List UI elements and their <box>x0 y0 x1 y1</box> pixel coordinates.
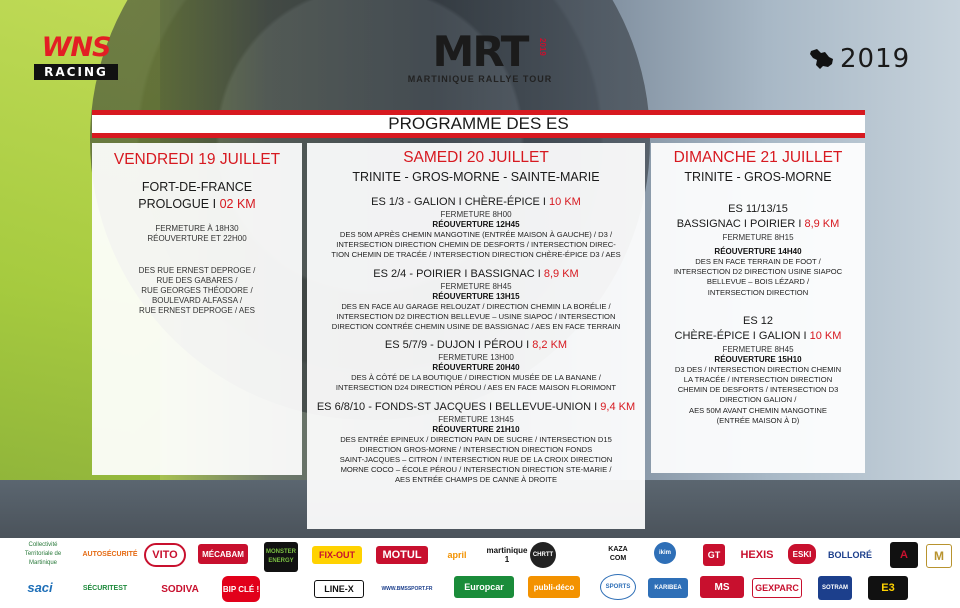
sponsor-logo-e3: E3 <box>868 576 908 600</box>
martinique-island-icon <box>808 48 836 70</box>
stage-close: FERMETURE 8H15 <box>722 233 794 242</box>
friday-close: FERMETURE À 18H30 <box>155 224 239 233</box>
friday-route-line: RUE DES GABARES / <box>156 276 238 285</box>
sponsor-logo-a: A <box>890 542 918 568</box>
stage-route-line: DES À CÔTÉ DE LA BOUTIQUE / DIRECTION MUSÉE DE LA BANANE / <box>351 373 601 383</box>
mrt-logo-subtitle: MARTINIQUE RALLYE TOUR <box>407 74 553 84</box>
sunday-stage-2 <box>651 315 865 426</box>
mrt-logo <box>405 27 555 84</box>
stage-name: ES 6/8/10 - FONDS-ST JACQUES I BELLEVUE-UNION I <box>316 400 601 413</box>
friday-column <box>92 143 302 475</box>
sponsor-logo-autosecurite: AUTOSÉCURITÉ <box>82 550 138 558</box>
programme-banner <box>92 110 865 138</box>
stage-route-line: (ENTRÉE MAISON À D) <box>716 415 800 425</box>
stage-route-line: AES ENTRÉE CHAMPS DE CANNE À DROITE <box>394 475 558 485</box>
stage-route-line: INTERSECTION DIRECTION <box>707 287 809 297</box>
sponsor-logo-kazacom: KAZA COM <box>608 546 628 562</box>
friday-place: FORT-DE-FRANCE <box>141 180 253 194</box>
stage-km: 8,9 KM <box>543 267 579 280</box>
stage-route-line: SAINT-JACQUES – CITRON / INTERSECTION RUE DE LA CROIX DIRECTION <box>339 455 613 465</box>
stage-title <box>651 218 865 231</box>
stage-route-line: DES EN FACE AU GARAGE RELOUZAT / DIRECTION CHEMIN LA BORÉLIE / <box>341 301 611 311</box>
stage-route-line: AES 50M AVANT CHEMIN MANGOTINE <box>689 405 827 415</box>
stage-reopen: RÉOUVERTURE 20H40 <box>432 363 520 373</box>
friday-route-line: RUE ERNEST DEPROGE / AES <box>139 306 255 315</box>
sponsor-logo-sotram: SOTRAM <box>818 576 852 600</box>
friday-route-line: DES RUE ERNEST DEPROGE / <box>138 266 256 275</box>
stage-title <box>307 196 645 209</box>
stage-route-line: INTERSECTION D2 DIRECTION USINE SIAPOC <box>673 267 843 277</box>
friday-prologue-km: 02 KM <box>219 197 256 211</box>
sponsor-strip <box>0 538 960 608</box>
stage-close: FERMETURE 8H00 <box>440 210 512 219</box>
sponsor-logo-saci: saci <box>27 579 53 595</box>
stage-close: FERMETURE 8H45 <box>722 344 794 354</box>
sponsor-logo-bipcle: BIP CLÉ ! <box>222 576 260 602</box>
stage-name: ES 12 <box>743 314 773 327</box>
stage-place: BASSIGNAC I POIRIER I <box>676 218 805 230</box>
sponsor-logo-ms: MS <box>700 576 744 598</box>
saturday-stage-3 <box>307 339 645 393</box>
sponsor-logo-chrtt: CHRTT <box>530 542 556 568</box>
sponsor-logo-bollore: BOLLORÉ <box>828 549 872 560</box>
sponsor-logo-martinique1: martinique 1 <box>486 546 528 564</box>
friday-route-line: RUE GEORGES THÉODORE / <box>141 286 253 295</box>
mrt-logo-text: MRT <box>432 27 528 76</box>
stage-title <box>307 401 645 414</box>
sponsor-logo-publideco: publi-déco <box>528 576 580 598</box>
stage-close: FERMETURE 13H45 <box>438 414 514 424</box>
stage-reopen: RÉOUVERTURE 13H15 <box>432 291 520 301</box>
stage-reopen: RÉOUVERTURE 14H40 <box>714 247 802 256</box>
stage-close: FERMETURE 8H45 <box>440 281 512 291</box>
stage-route-line: BELLEVUE – BOIS LÉZARD / <box>706 277 810 287</box>
stage-route-line: DIRECTION GALION / <box>719 395 797 405</box>
sponsor-logo-bmsport: WWW.BMSSPORT.FR <box>381 585 433 592</box>
saturday-stage-2 <box>307 268 645 333</box>
sunday-day: DIMANCHE 21 JUILLET <box>673 149 843 166</box>
stage-route-line: DES EN FACE TERRAIN DE FOOT / <box>695 257 821 266</box>
friday-prologue <box>92 197 302 212</box>
sponsor-logo-gexparc: GEXPARC <box>752 578 802 598</box>
racing-logo-text: RACING <box>34 64 118 80</box>
saturday-stage-1 <box>307 196 645 261</box>
stage-name: ES 5/7/9 - DUJON I PÉROU I <box>384 339 533 352</box>
stage-title <box>307 339 645 352</box>
sunday-stage-1 <box>651 203 865 298</box>
stage-name: ES 2/4 - POIRIER I BASSIGNAC I <box>373 267 544 280</box>
sponsor-logo-securitest: SÉCURITEST <box>82 584 128 592</box>
stage-km: 9,4 KM <box>600 400 636 413</box>
stage-reopen: RÉOUVERTURE 21H10 <box>432 424 520 434</box>
sponsor-logo-sodiva: SODIVA <box>161 583 199 595</box>
sponsor-logo-mecabam: MÉCABAM <box>198 544 248 564</box>
stage-route-line: TION CHEMIN DE TRACÉE / INTERSECTION DIRECTION CHÈRE-ÉPICE D3 / AES <box>331 250 621 260</box>
stage-close: FERMETURE 13H00 <box>438 353 514 363</box>
sponsor-logo-m: M <box>926 544 952 568</box>
sponsor-logo-europcar: Europcar <box>454 576 514 598</box>
sponsor-logo-linex: LINE-X <box>314 580 364 598</box>
programme-title: PROGRAMME DES ES <box>388 114 569 133</box>
saturday-day: SAMEDI 20 JUILLET <box>403 149 549 166</box>
sponsor-logo-sports: SPORTS <box>600 574 636 600</box>
stage-name: ES 1/3 - GALION I CHÈRE-ÉPICE I <box>371 196 550 208</box>
stage-route-line: CHEMIN DE DESFORTS / INTERSECTION D3 <box>677 385 839 395</box>
friday-day: VENDREDI 19 JUILLET <box>113 151 281 168</box>
friday-reopen: RÉOUVERTURE ET 22H00 <box>147 234 247 243</box>
stage-route-line: DIRECTION CONTRÉE CHEMIN USINE DE BASSIGNAC / AES EN FACE TERRAIN <box>331 322 621 332</box>
sponsor-logo-vito: VITO <box>144 543 186 567</box>
sponsor-logo-karibea: KARIBEA <box>648 578 688 598</box>
sponsor-logo-fixout: FIX-OUT <box>312 546 362 564</box>
stage-km: 10 KM <box>809 329 842 342</box>
stage-km: 8,2 KM <box>532 339 568 352</box>
stage-route-line: INTERSECTION D24 DIRECTION PÉROU / AES EN FACE MAISON FLORIMONT <box>335 383 617 393</box>
sunday-column <box>651 143 865 473</box>
stage-reopen: RÉOUVERTURE 12H45 <box>432 220 520 229</box>
friday-route-line: BOULEVARD ALFASSA / <box>151 296 243 305</box>
sponsor-logo-collectivite: Collectivité Territoriale de Martinique <box>24 541 62 566</box>
stage-name: ES 11/13/15 <box>728 203 788 215</box>
stage-km: 10 KM <box>549 196 581 208</box>
stage-title <box>307 268 645 281</box>
stage-place: CHÈRE-ÉPICE I GALION I <box>674 329 810 342</box>
sponsor-logo-monster: MONSTER ENERGY <box>264 542 298 572</box>
mrt-logo-year: 2019 <box>538 38 547 56</box>
stage-title <box>651 330 865 343</box>
year-text: 2019 <box>840 44 911 74</box>
wns-racing-logo <box>34 34 118 80</box>
sponsor-logo-motul: MOTUL <box>376 546 428 564</box>
stage-route-line: MORNE COCO – ÉCOLE PÉROU / INTERSECTION DIRECTION STE-MARIE / <box>340 465 612 475</box>
friday-route <box>92 266 302 316</box>
stage-km: 8,9 KM <box>804 218 840 230</box>
stage-route-line: DES ENTRÉE EPINEUX / DIRECTION PAIN DE SUCRE / INTERSECTION D15 <box>340 434 612 444</box>
stage-route-line: INTERSECTION DIRECTION CHEMIN DE DESFORTS / INTERSECTION DIREC- <box>336 240 616 250</box>
sunday-route: TRINITE - GROS-MORNE <box>684 170 832 184</box>
saturday-stage-4 <box>307 401 645 486</box>
saturday-route: TRINITE - GROS-MORNE - SAINTE-MARIE <box>352 170 600 184</box>
stage-route-line: DIRECTION GROS-MORNE / INTERSECTION DIRECTION FONDS <box>359 444 593 454</box>
wns-logo-text: WNS <box>41 32 111 63</box>
saturday-column <box>307 143 645 529</box>
sponsor-logo-eski: ESKI <box>788 544 816 564</box>
sponsor-logo-april: april <box>447 549 467 560</box>
stage-route-line: DES 50M APRÈS CHEMIN MANGOTINE (ENTRÉE MAISON À GAUCHE) / D3 / <box>339 230 613 239</box>
sponsor-logo-ikim: ikim <box>654 542 676 564</box>
stage-route-line: LA TRACÉE / INTERSECTION DIRECTION <box>683 375 833 385</box>
stage-route-line: INTERSECTION D2 DIRECTION BELLEVUE – USINE SIAPOC / INTERSECTION <box>336 311 616 321</box>
friday-prologue-label: PROLOGUE I <box>138 197 220 211</box>
sponsor-logo-hexis: HEXIS <box>740 548 774 561</box>
stage-route-line: D3 DES / INTERSECTION DIRECTION CHEMIN <box>674 364 842 374</box>
event-year <box>808 44 910 74</box>
sponsor-logo-gt: GT <box>703 544 725 566</box>
stage-reopen: RÉOUVERTURE 15H10 <box>714 354 802 364</box>
